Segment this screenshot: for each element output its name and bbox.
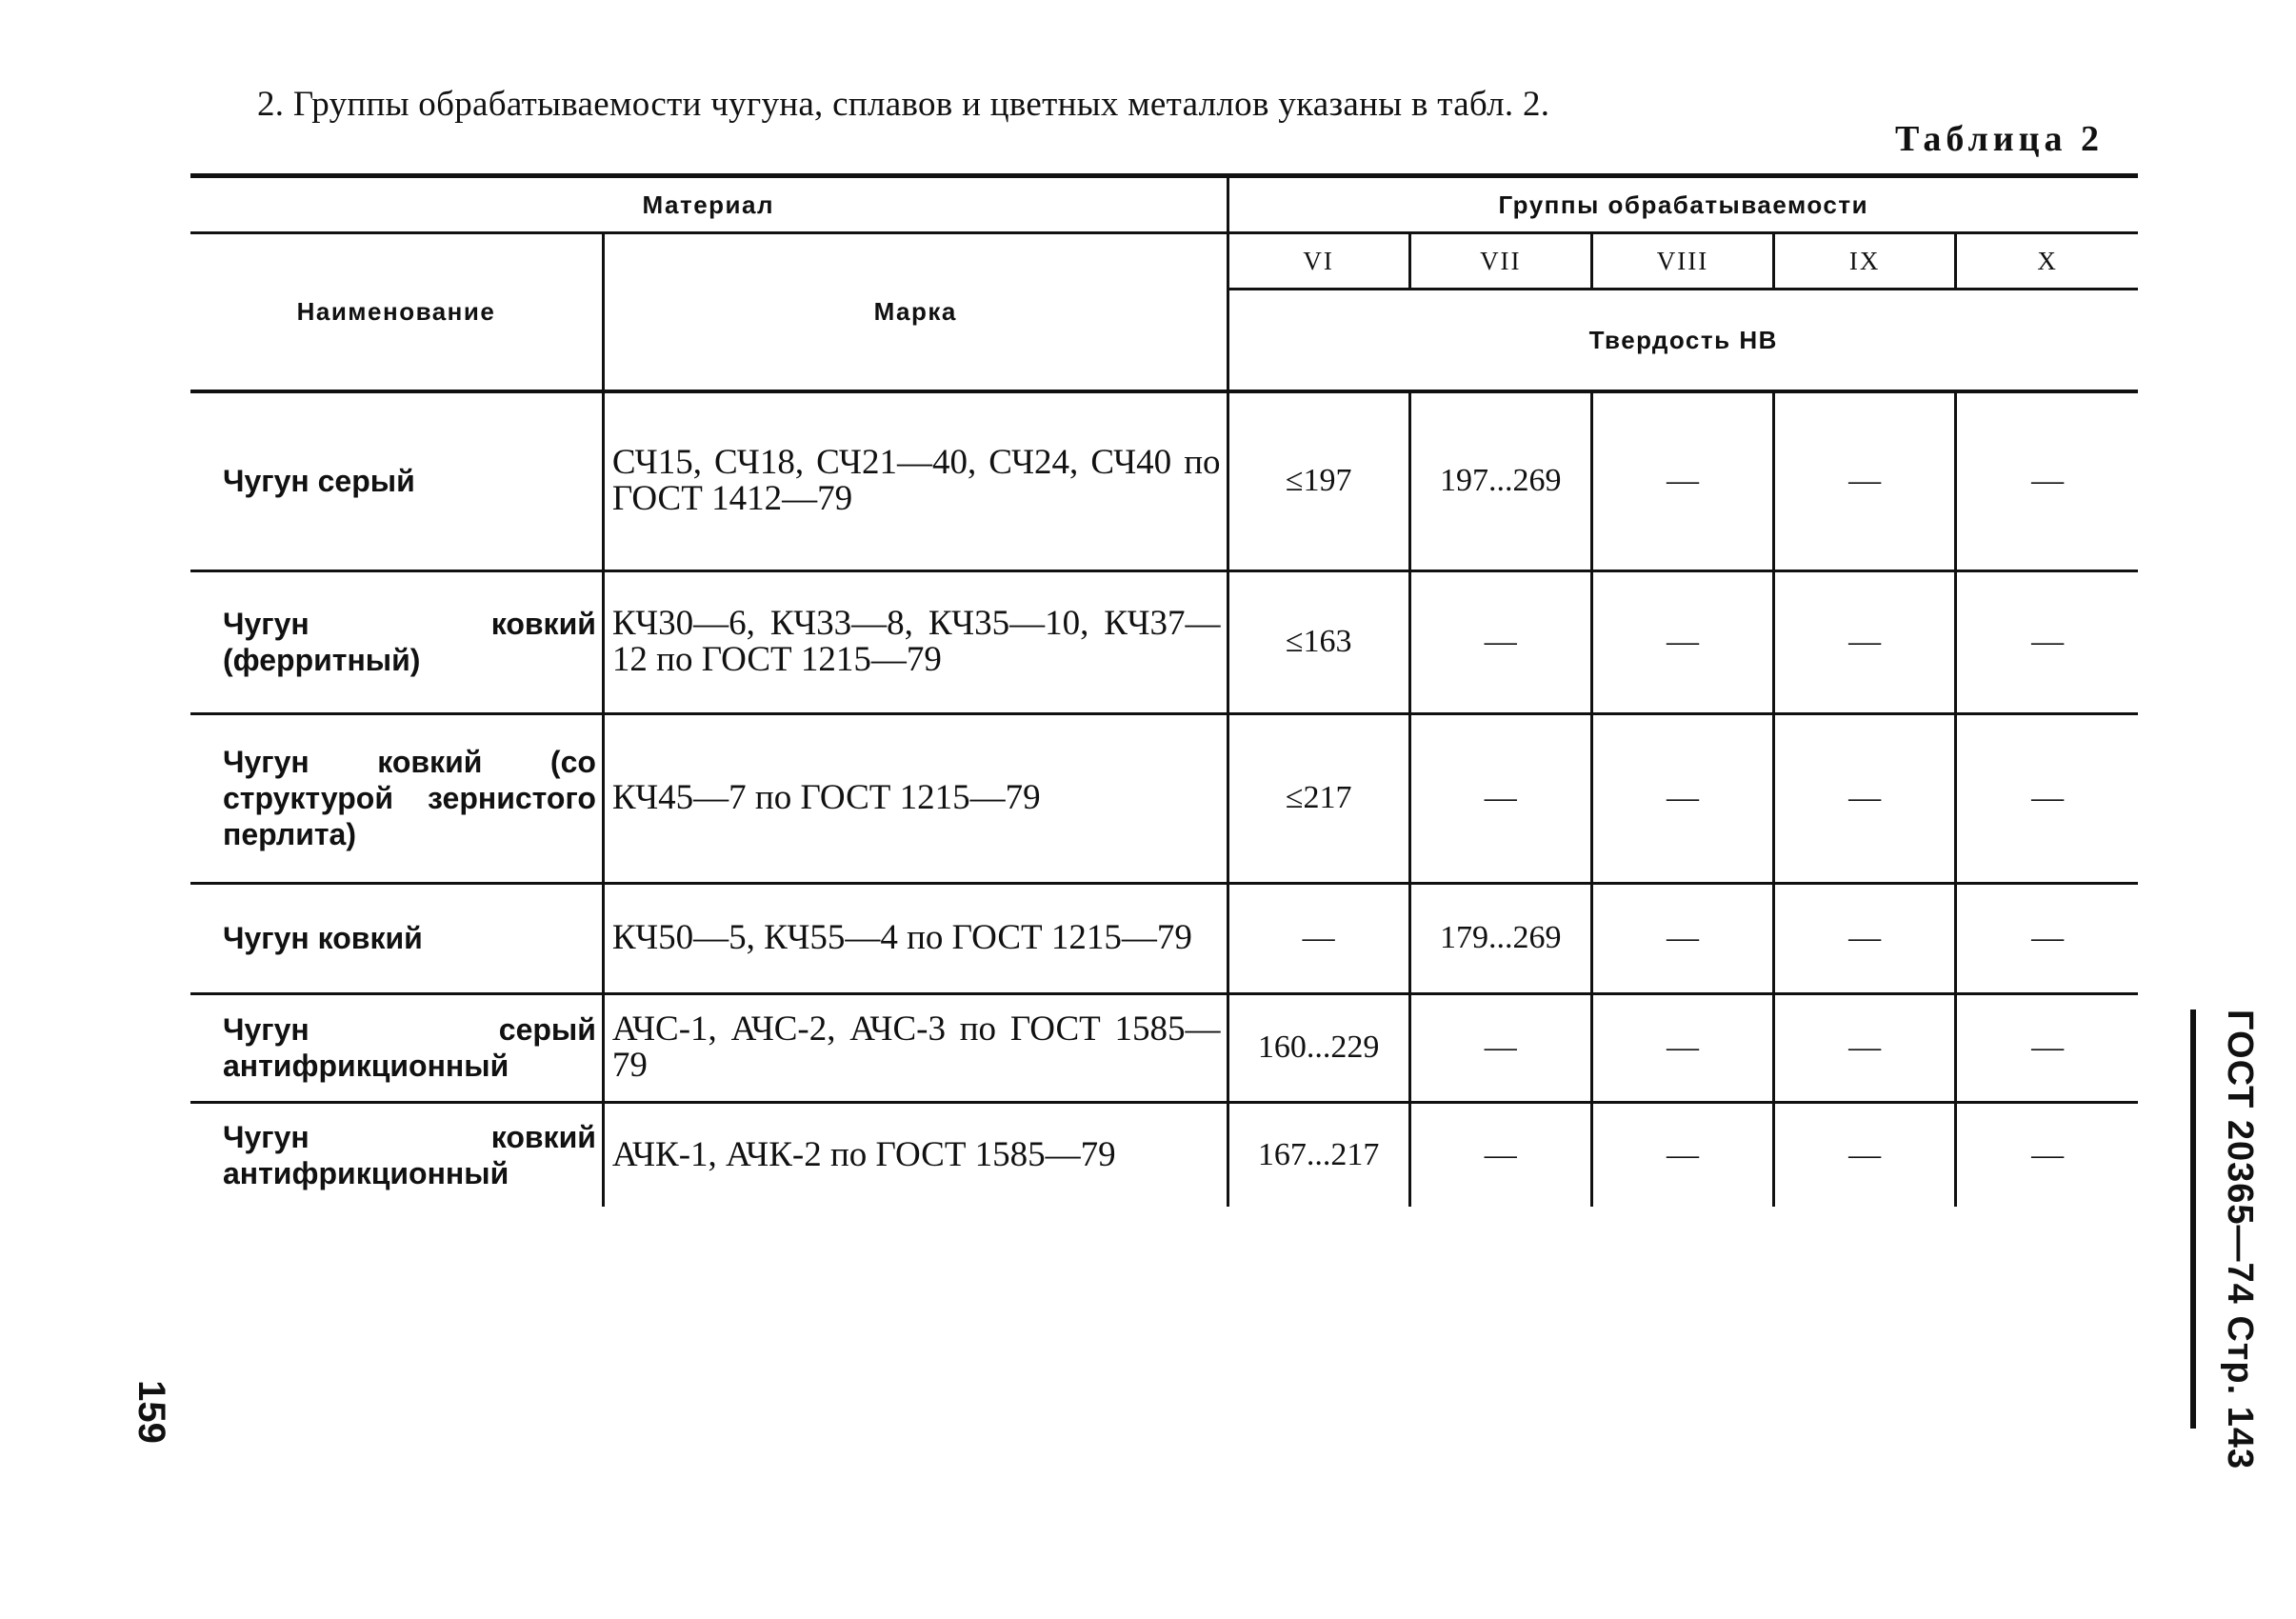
table-row [190, 883, 2138, 993]
material-name: Чугун ковкий (со структурой зернистого перлита) [190, 713, 603, 883]
header-mark: Марка [603, 233, 1228, 392]
material-mark: КЧ30—6, КЧ33—8, КЧ35—10, КЧ37—12 по ГОСТ 1215—79 [603, 570, 1228, 713]
machinability-table [190, 173, 2138, 1207]
hardness-value: — [1409, 1102, 1591, 1207]
side-header-rule [2190, 1009, 2196, 1429]
machinability-table-wrapper [190, 173, 2138, 1207]
material-mark: АЧС-1, АЧС-2, АЧС-3 по ГОСТ 1585—79 [603, 993, 1228, 1102]
hardness-value: — [1956, 883, 2138, 993]
header-group-vi: VI [1228, 233, 1409, 290]
material-mark: КЧ45—7 по ГОСТ 1215—79 [603, 713, 1228, 883]
hardness-value: — [1591, 1102, 1773, 1207]
table-row [190, 570, 2138, 713]
header-group-x: X [1956, 233, 2138, 290]
hardness-value: 167...217 [1228, 1102, 1409, 1207]
material-mark: АЧК-1, АЧК-2 по ГОСТ 1585—79 [603, 1102, 1228, 1207]
hardness-value: — [1409, 993, 1591, 1102]
hardness-value: — [1591, 993, 1773, 1102]
hardness-value: 160...229 [1228, 993, 1409, 1102]
hardness-value: ≤217 [1228, 713, 1409, 883]
hardness-value: — [1591, 570, 1773, 713]
header-material: Материал [190, 176, 1228, 233]
table-row [190, 391, 2138, 570]
hardness-value: — [1774, 713, 1956, 883]
hardness-value: — [2031, 1136, 2065, 1172]
material-name: Чугун ковкий (ферритный) [190, 570, 603, 713]
hardness-value: — [1774, 883, 1956, 993]
material-name: Чугун серый антифрикционный [190, 993, 603, 1102]
header-group-ix: IX [1774, 233, 1956, 290]
hardness-value: ≤197 [1228, 391, 1409, 570]
hardness-value: — [1956, 993, 2138, 1102]
header-hardness: Твердость НВ [1228, 290, 2138, 392]
hardness-value: — [1774, 570, 1956, 713]
table-row [190, 713, 2138, 883]
material-name: Чугун серый [190, 391, 603, 570]
hardness-value: — [1956, 713, 2138, 883]
hardness-value: 179...269 [1409, 883, 1591, 993]
material-name: Чугун ковкий [190, 883, 603, 993]
table-caption: Таблица 2 [1895, 119, 2105, 159]
header-group-viii: VIII [1591, 233, 1773, 290]
page-number: 159 [130, 1380, 172, 1444]
material-mark: СЧ15, СЧ18, СЧ21—40, СЧ24, СЧ40 по ГОСТ 1412—79 [603, 391, 1228, 570]
table-row [190, 1102, 2138, 1207]
material-name: Чугун ковкий антифрикционный [190, 1102, 603, 1207]
hardness-value: ≤163 [1228, 570, 1409, 713]
side-header: ГОСТ 20365—74 Стр. 143 [2220, 1009, 2260, 1470]
hardness-value: 197...269 [1409, 391, 1591, 570]
hardness-value: — [1591, 713, 1773, 883]
header-groups: Группы обрабатываемости [1228, 176, 2138, 233]
hardness-value: — [1774, 391, 1956, 570]
hardness-value: — [1409, 570, 1591, 713]
hardness-value: — [1591, 391, 1773, 570]
intro-paragraph: 2. Группы обрабатываемости чугуна, сплавов и цветных металлов указаны в табл. 2. [257, 85, 1550, 124]
table-row [190, 993, 2138, 1102]
material-mark: КЧ50—5, КЧ55—4 по ГОСТ 1215—79 [603, 883, 1228, 993]
hardness-value: — [1774, 1102, 1956, 1207]
hardness-value: — [1591, 883, 1773, 993]
header-name: Наименование [190, 233, 603, 392]
hardness-value: — [1956, 391, 2138, 570]
hardness-value: — [1409, 713, 1591, 883]
hardness-value: — [1956, 570, 2138, 713]
hardness-value: — [1774, 993, 1956, 1102]
header-group-vii: VII [1409, 233, 1591, 290]
hardness-value: — [1228, 883, 1409, 993]
